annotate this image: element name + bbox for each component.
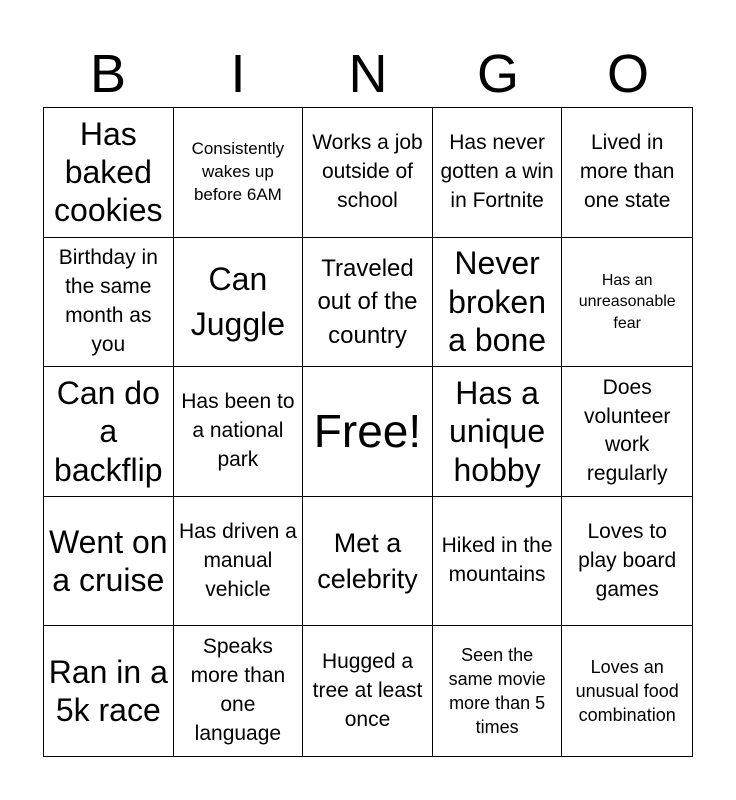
- bingo-cell[interactable]: [433, 367, 563, 497]
- bingo-cell[interactable]: [433, 626, 563, 756]
- bingo-cell[interactable]: [303, 497, 433, 627]
- header-letter-b: B: [89, 44, 127, 104]
- cell-text: Has a unique hobby: [449, 374, 546, 488]
- cell-text: Can do a backflip: [54, 374, 163, 488]
- cell-text: Loves an unusual food combination: [575, 657, 679, 726]
- bingo-cell[interactable]: [562, 367, 692, 497]
- header-letter-n: N: [348, 44, 388, 104]
- cell-text: Never broken a bone: [448, 245, 547, 359]
- cell-text: Speaks more than one language: [190, 635, 286, 746]
- cell-text: Has been to a national park: [181, 390, 295, 471]
- bingo-cell[interactable]: [174, 497, 304, 627]
- cell-text: Loves to play board games: [578, 519, 677, 601]
- bingo-cell[interactable]: [562, 497, 692, 627]
- header-letter-o: O: [606, 44, 649, 104]
- cell-text: Free!: [313, 404, 422, 457]
- bingo-cell[interactable]: [562, 108, 692, 238]
- bingo-cell[interactable]: [303, 238, 433, 368]
- cell-text: Hugged a tree at least once: [312, 649, 423, 731]
- header-letter-i: I: [230, 44, 246, 104]
- cell-text: Ran in a 5k race: [48, 653, 168, 729]
- bingo-cell[interactable]: [562, 626, 692, 756]
- cell-text: Has baked cookies: [54, 115, 163, 229]
- bingo-cell[interactable]: [174, 626, 304, 756]
- bingo-cell[interactable]: [44, 367, 174, 497]
- bingo-cell[interactable]: [433, 238, 563, 368]
- bingo-cell[interactable]: [44, 238, 174, 368]
- cell-text: Consistently wakes up before 6AM: [191, 139, 285, 204]
- bingo-cell[interactable]: [174, 108, 304, 238]
- bingo-cell[interactable]: [433, 497, 563, 627]
- bingo-board: [43, 107, 693, 757]
- cell-text: Does volunteer work regularly: [584, 375, 671, 486]
- cell-text: Has never gotten a win in Fortnite: [440, 130, 554, 212]
- bingo-cell[interactable]: [303, 626, 433, 756]
- bingo-cell[interactable]: [44, 626, 174, 756]
- cell-text: Can Juggle: [190, 261, 286, 342]
- cell-text: Has driven a manual vehicle: [178, 519, 297, 601]
- cell-text: Hiked in the mountains: [441, 534, 553, 587]
- cell-text: Met a celebrity: [317, 527, 418, 595]
- bingo-cell[interactable]: [303, 108, 433, 238]
- bingo-cell[interactable]: [433, 108, 563, 238]
- cell-text: Birthday in the same month as you: [58, 245, 158, 356]
- cell-text: Lived in more than one state: [579, 130, 675, 212]
- bingo-cell[interactable]: [174, 238, 304, 368]
- bingo-cell[interactable]: [44, 108, 174, 238]
- cell-text: Traveled out of the country: [317, 254, 418, 349]
- bingo-cell[interactable]: [174, 367, 304, 497]
- cell-text: Seen the same movie more than 5 times: [448, 644, 546, 738]
- bingo-header: [43, 40, 693, 108]
- cell-text: Went on a cruise: [49, 523, 168, 599]
- header-letter-g: G: [476, 44, 519, 104]
- cell-text: Has an unreasonable fear: [578, 271, 676, 332]
- cell-text: Works a job outside of school: [312, 130, 423, 212]
- bingo-cell[interactable]: [562, 238, 692, 368]
- free-space-cell[interactable]: [303, 367, 433, 497]
- bingo-cell[interactable]: [44, 497, 174, 627]
